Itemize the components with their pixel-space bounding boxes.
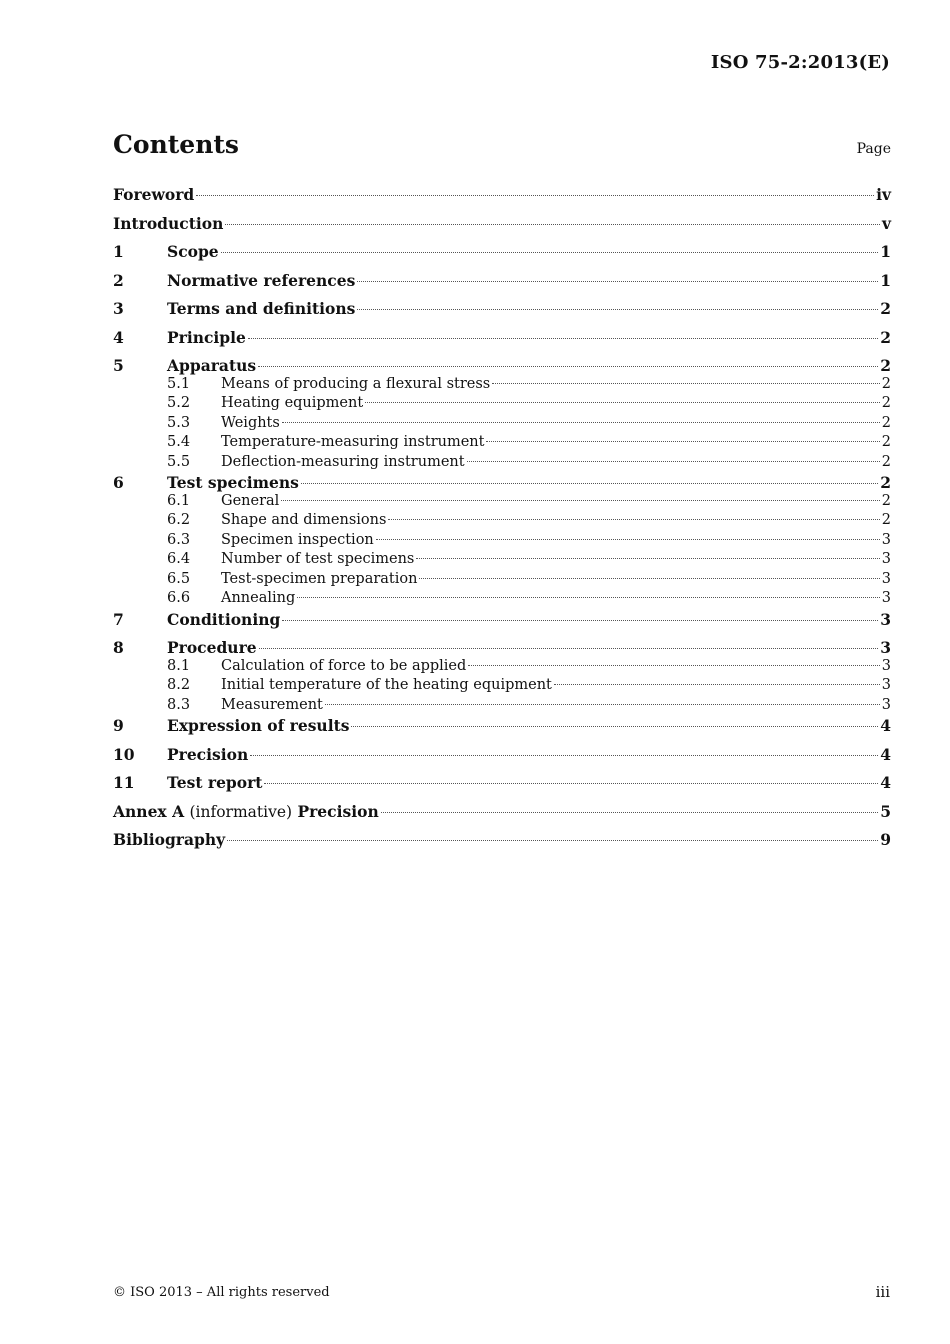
toc-entry-label: Foreword	[113, 185, 195, 204]
dot-leader	[225, 224, 880, 225]
dot-leader	[325, 704, 880, 705]
contents-title: Contents	[113, 130, 240, 159]
toc-subentry-number: 6.2	[167, 512, 191, 528]
dot-leader	[250, 755, 878, 756]
dot-leader	[357, 309, 878, 310]
toc-subentry-5-1[interactable]	[113, 376, 891, 396]
toc-subentry-label: General	[221, 492, 280, 509]
toc-entry-label: Terms and definitions	[167, 299, 356, 318]
toc-entry-expression-of-results[interactable]	[113, 716, 891, 745]
toc-entry-number: 10	[113, 744, 135, 764]
dot-leader	[467, 461, 880, 462]
toc-subentry-page: 3	[881, 590, 891, 606]
toc-subentry-page: 2	[881, 492, 891, 509]
dot-leader	[357, 281, 878, 282]
toc-subentry-5-5[interactable]	[113, 454, 891, 474]
toc-subentry-5-2[interactable]	[113, 395, 891, 415]
toc-subentry-page: 2	[881, 434, 891, 450]
toc-subentry-number: 6.5	[167, 570, 191, 587]
dot-leader	[227, 840, 878, 841]
toc-entry-page: 2	[880, 299, 891, 318]
dot-leader	[301, 483, 878, 484]
toc-entry-number: 11	[113, 773, 135, 792]
toc-entry-page: 4	[880, 716, 891, 735]
dot-leader	[259, 648, 879, 649]
dot-leader	[492, 383, 880, 384]
toc-subentry-label: Measurement	[221, 696, 323, 713]
toc-subentry-label: Calculation of force to be applied	[221, 657, 467, 674]
toc-subentry-label: Number of test specimens	[221, 551, 415, 567]
document-id-header: ISO 75-2:2013(E)	[710, 52, 890, 73]
dot-leader	[419, 578, 879, 579]
toc-subentry-page: 2	[881, 453, 891, 470]
toc-entry-number: 6	[113, 473, 124, 492]
toc-entry-annex-a[interactable]	[113, 802, 891, 831]
dot-leader	[282, 422, 880, 423]
toc-subentry-label: Deflection-measuring instrument	[221, 453, 465, 470]
toc-subentry-page: 3	[881, 657, 891, 674]
dot-leader	[297, 597, 879, 598]
toc-entry-number: 4	[113, 327, 124, 347]
toc-subentry-5-3[interactable]	[113, 415, 891, 435]
toc-entry-page: 1	[880, 242, 891, 261]
toc-entry-test-report[interactable]	[113, 773, 891, 802]
toc-subentry-page: 3	[881, 570, 891, 587]
toc-entry-page: 2	[880, 327, 891, 347]
dot-leader	[281, 500, 879, 501]
dot-leader	[221, 252, 879, 253]
toc-entry-label: Introduction	[113, 213, 224, 233]
toc-subentry-5-4[interactable]	[113, 434, 891, 454]
toc-entry-label: Principle	[167, 327, 246, 347]
toc-entry-page: 3	[880, 609, 891, 629]
toc-entry-conditioning[interactable]	[113, 610, 891, 639]
dot-leader	[381, 812, 878, 813]
toc-subentry-6-5[interactable]	[113, 571, 891, 591]
toc-subentry-6-4[interactable]	[113, 551, 891, 571]
dot-leader	[468, 665, 879, 666]
toc-subentry-page: 2	[881, 414, 891, 431]
toc-subentry-label: Heating equipment	[221, 395, 364, 411]
toc-subentry-number: 5.3	[167, 414, 191, 431]
toc-entry-number: 5	[113, 356, 124, 375]
dot-leader	[554, 684, 880, 685]
toc-entry-bibliography[interactable]	[113, 830, 891, 859]
annex-type: (informative)	[189, 802, 293, 821]
toc-subentry-label: Specimen inspection	[221, 531, 374, 548]
toc-entry-label: Bibliography	[113, 830, 226, 849]
toc-entry-page: 2	[880, 473, 891, 492]
contents-title-row	[113, 130, 891, 159]
toc-entry-number: 3	[113, 299, 124, 318]
toc-subentry-page: 3	[881, 677, 891, 693]
toc-entry-label: Normative references	[167, 270, 356, 290]
toc-subentry-label: Initial temperature of the heating equipment	[221, 677, 552, 693]
copyright-footer: © ISO 2013 – All rights reserved	[113, 1285, 330, 1300]
toc-entry-label: Test report	[167, 773, 263, 792]
toc-subentry-page: 3	[881, 531, 891, 548]
dot-leader	[416, 558, 879, 559]
toc-entry-foreword[interactable]	[113, 185, 891, 214]
toc-subentry-number: 5.2	[167, 395, 191, 411]
dot-leader	[351, 726, 878, 727]
toc-subentry-label: Annealing	[221, 590, 296, 606]
toc-entry-page: 2	[880, 356, 891, 375]
toc-entry-page: v	[881, 213, 891, 233]
dot-leader	[282, 620, 878, 621]
toc-entry-scope[interactable]	[113, 242, 891, 271]
toc-subentry-6-6[interactable]	[113, 590, 891, 610]
dot-leader	[486, 441, 879, 442]
toc-subentry-label: Weights	[221, 414, 280, 431]
toc-subentry-number: 5.4	[167, 434, 191, 450]
dot-leader	[376, 539, 880, 540]
toc-entry-page: 4	[880, 773, 891, 792]
toc-entry-label: Conditioning	[167, 609, 281, 629]
dot-leader	[365, 402, 880, 403]
toc-subentry-6-3[interactable]	[113, 532, 891, 552]
toc-entry-page: 5	[880, 801, 891, 821]
toc-subentry-page: 3	[881, 696, 891, 713]
toc-entry-page: 3	[880, 638, 891, 657]
toc-entry-terms-and-definitions[interactable]	[113, 299, 891, 328]
dot-leader	[388, 519, 879, 520]
toc-subentry-number: 5.1	[167, 375, 191, 392]
toc-entry-precision[interactable]	[113, 745, 891, 774]
toc-entry-label: Scope	[167, 242, 219, 261]
toc-entry-number: 2	[113, 270, 124, 290]
toc-entry-label: Expression of results	[167, 716, 350, 735]
annex-label: Annex A	[113, 801, 185, 821]
toc-subentry-number: 8.3	[167, 696, 191, 713]
toc-entry-page: 9	[880, 830, 891, 849]
toc-entry-introduction[interactable]	[113, 214, 891, 243]
dot-leader	[196, 195, 874, 196]
toc-subentry-number: 6.6	[167, 590, 191, 606]
toc-subentry-8-1[interactable]	[113, 658, 891, 678]
toc-subentry-number: 5.5	[167, 453, 191, 470]
toc-entry-label: Procedure	[167, 638, 257, 657]
toc-subentry-label: Shape and dimensions	[221, 512, 387, 528]
toc-subentry-page: 3	[881, 551, 891, 567]
toc-entry-number: 9	[113, 716, 124, 735]
toc-entry-principle[interactable]	[113, 328, 891, 357]
toc-entry-number: 1	[113, 242, 124, 261]
dot-leader	[248, 338, 878, 339]
toc-subentry-page: 2	[881, 395, 891, 411]
toc-entry-number: 8	[113, 638, 124, 657]
toc-subentry-number: 8.1	[167, 657, 191, 674]
toc-subentry-number: 6.4	[167, 551, 191, 567]
toc-subentry-label: Test-specimen preparation	[221, 570, 418, 587]
toc-subentry-number: 6.1	[167, 492, 191, 509]
toc-subentry-8-3[interactable]	[113, 697, 891, 717]
toc-subentry-number: 8.2	[167, 677, 191, 693]
table-of-contents	[113, 185, 891, 859]
page-column-label: Page	[856, 141, 891, 157]
toc-entry-number: 7	[113, 609, 124, 629]
annex-title: Precision	[297, 801, 379, 821]
toc-subentry-6-2[interactable]	[113, 512, 891, 532]
toc-subentry-8-2[interactable]	[113, 677, 891, 697]
toc-entry-label	[113, 802, 379, 821]
toc-entry-label: Apparatus	[167, 356, 257, 375]
toc-entry-page: iv	[876, 185, 891, 204]
toc-entry-label: Test specimens	[167, 473, 299, 492]
toc-entry-label: Precision	[167, 744, 249, 764]
toc-entry-normative-references[interactable]	[113, 271, 891, 300]
toc-subentry-6-1[interactable]	[113, 493, 891, 513]
toc-subentry-page: 2	[881, 512, 891, 528]
toc-subentry-label: Temperature-measuring instrument	[221, 434, 485, 450]
toc-subentry-page: 2	[881, 375, 891, 392]
toc-subentry-label: Means of producing a flexural stress	[221, 375, 491, 392]
toc-subentry-number: 6.3	[167, 531, 191, 548]
toc-entry-page: 1	[880, 270, 891, 290]
dot-leader	[264, 783, 878, 784]
toc-entry-page: 4	[880, 744, 891, 764]
page-number-footer: iii	[875, 1283, 890, 1301]
dot-leader	[258, 366, 878, 367]
